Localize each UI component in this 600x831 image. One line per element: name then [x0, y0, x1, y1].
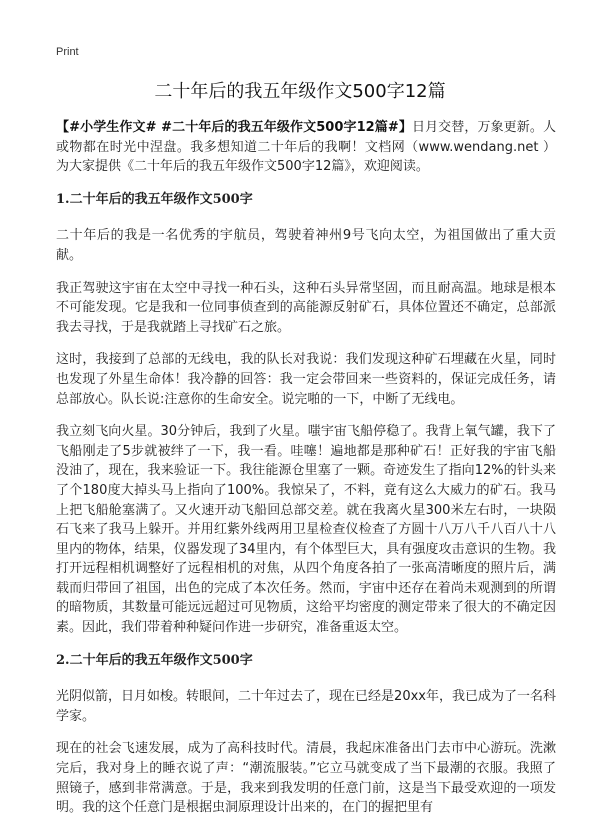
paragraph: 二十年后的我是一名优秀的宇航员，驾驶着神州9号飞向太空，为祖国做出了重大贡献。 [56, 228, 556, 263]
intro-tag: 【#小学生作文# #二十年后的我五年级作文500字12篇#】 [56, 120, 412, 135]
paragraph: 我立刻飞向火星。30分钟后，我到了火星。嗤宇宙飞船停稳了。我背上氧气罐，我下了飞船刚走了5步就被绊了一下，我一看。哇噻！遍地都是那种矿石！正好我的宇宙飞船没油了，现在，我来验证一下。我往能源仓里塞了一颗。奇迹发生了指向12%的针头来了个180度大掉头马上指向了100%。我惊呆了，不料，竟有这么大威力的矿石。我马上把飞船舱塞满了。又火速开动飞船回总部交差。就在我离火星300米左右时，一块陨石飞来了我马上躲开。并用红紫外线两用卫星检查仪检查了方圆十八万八千八百八十八里内的物体，结果，仪器发现了34里内，有个体型巨大，具有强度攻击意识的生物。我打开远程相机调整好了远程相机的对焦，从四个角度各拍了一张高清晰度的照片后，满载而归带回了祖国，出色的完成了本次任务。然而，宇宙中还存在着尚未观测到的所谓的暗物质，其数量可能远远超过可见物质，这给平均密度的测定带来了很大的不确定因素。因此，我们带着种种疑问作进一步研究，准备重返太空。 [56, 424, 556, 636]
intro-paragraph [56, 118, 556, 177]
paragraph: 现在的社会飞速发展，成为了高科技时代。清晨，我起床准备出门去市中心游玩。洗漱完后，我对身上的睡衣说了声：“潮流服装。”它立马就变成了当下最潮的衣服。我照了照镜子，感到非常满意。于是，我来到我发明的任意门前，这是当下最受欢迎的一项发明。我的这个任意门是根据虫洞原理设计出来的，在门的握把里有 [56, 741, 556, 816]
intro-text: 日月交替，万象更新。人或物都在时光中涅盘。我多想知道二十年后的我啊！文档网（www.wendang.net ）为大家提供《二十年后的我五年级作文500字12篇》，欢迎阅读。 [56, 120, 556, 175]
paragraph: 光阴似箭，日月如梭。转眼间，二十年过去了，现在已经是20xx年，我已成为了一名科学家。 [56, 689, 556, 724]
section-heading-2: 2.二十年后的我五年级作文500字 [56, 652, 253, 668]
paragraph: 我正驾驶这宇宙在太空中寻找一种石头，这种石头异常坚固，而且耐高温。地球是根本不可能发现。它是我和一位同事侦查到的高能源反射矿石，具体位置还不确定，总部派我去寻找，于是我就踏上寻找矿石之旅。 [56, 280, 556, 335]
document-body [56, 118, 556, 831]
section-heading-1: 1.二十年后的我五年级作文500字 [56, 191, 253, 207]
page-title: 二十年后的我五年级作文500字12篇 [154, 81, 446, 102]
print-label: Print [56, 46, 79, 58]
paragraph: 这时，我接到了总部的无线电，我的队长对我说：我们发现这种矿石埋藏在火星，同时也发现了外星生命体！我冷静的回答：我一定会带回来一些资料的，保证完成任务，请总部放心。队长说:注意你的生命安全。说完啪的一下，中断了无线电。 [56, 352, 556, 407]
